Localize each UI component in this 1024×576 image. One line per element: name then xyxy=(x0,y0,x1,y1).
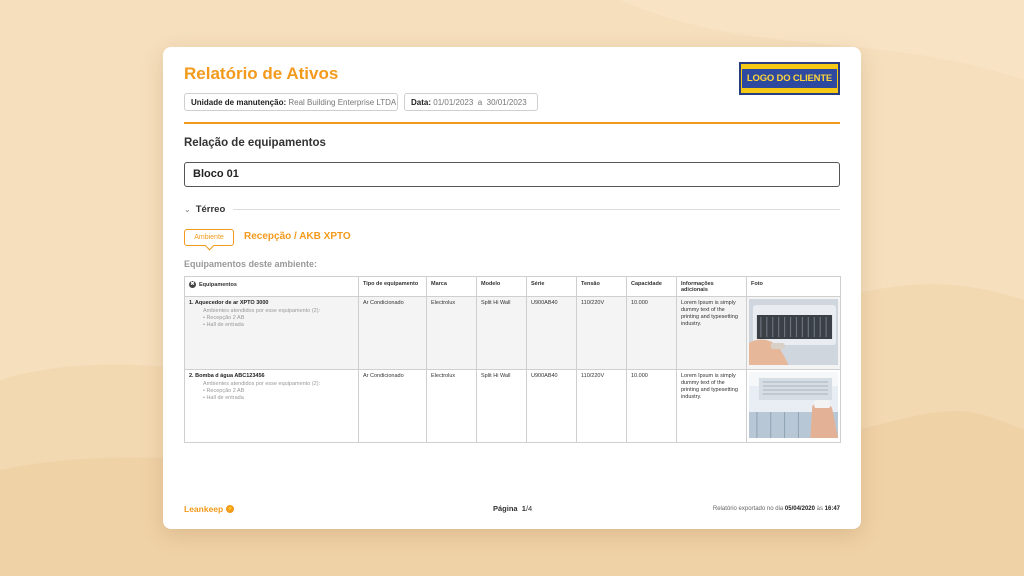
table-header-row xyxy=(185,277,841,297)
maintenance-unit-label: Unidade de manutenção: xyxy=(191,98,287,107)
equipment-cell xyxy=(185,297,359,370)
served-label: Ambientes atendidos por esse equipamento (2): xyxy=(203,381,321,387)
export-date: 05/04/2020 xyxy=(784,506,815,512)
brand-name: Leankeep xyxy=(184,504,224,514)
ambient-name: Recepção / AKB XPTO xyxy=(244,231,351,242)
column-header: Foto xyxy=(747,277,841,297)
ac-outdoor-unit-photo xyxy=(749,372,838,438)
column-header: Informações adicionais xyxy=(677,277,747,297)
info-cell: Lorem Ipsum is simply dummy text of the printing and typesetting industry. xyxy=(677,297,747,370)
column-header: Série xyxy=(527,277,577,297)
equipment-table xyxy=(184,276,841,443)
date-range-field xyxy=(404,93,538,111)
chevron-down-icon[interactable]: ⌄ xyxy=(184,204,191,214)
export-info xyxy=(713,506,840,512)
type-cell: Ar Condicionado xyxy=(359,370,427,443)
maintenance-unit-value: Real Building Enterprise LTDA xyxy=(288,98,397,107)
client-logo-text: LOGO DO CLIENTE xyxy=(742,69,837,88)
equipment-cell xyxy=(185,370,359,443)
floor-label: Térreo xyxy=(195,203,226,215)
page-label: Página xyxy=(493,504,518,513)
brand-cell: Electrolux xyxy=(427,370,477,443)
date-range-value: 01/01/2023 a 30/01/2023 xyxy=(433,98,527,107)
column-header: Tipo de equipamento xyxy=(359,277,427,297)
equipment-name: 1. Aquecedor de ar XPTO 3000 xyxy=(189,300,269,306)
export-mid: às xyxy=(816,506,823,512)
date-label: Data: xyxy=(411,98,432,107)
column-header: ✖ Equipamentos xyxy=(185,277,359,297)
header-divider xyxy=(184,122,840,124)
voltage-cell: 110/220V xyxy=(577,297,627,370)
column-header: Tensão xyxy=(577,277,627,297)
photo-cell xyxy=(747,297,841,370)
floor-divider xyxy=(233,209,840,210)
brand-badge-icon: ⚡ xyxy=(227,506,234,512)
table-row xyxy=(185,370,841,443)
type-cell: Ar Condicionado xyxy=(359,297,427,370)
served-item: • Hall de entrada xyxy=(203,322,244,328)
ambient-tag: Ambiente xyxy=(184,229,234,246)
capacity-cell: 10.000 xyxy=(627,370,677,443)
block-header: Bloco 01 xyxy=(184,162,840,187)
brand-cell: Electrolux xyxy=(427,297,477,370)
tools-icon: ✖ xyxy=(190,281,195,287)
section-heading: Relação de equipamentos xyxy=(184,137,326,149)
column-header: Capacidade xyxy=(627,277,677,297)
table-row xyxy=(185,297,841,370)
equipment-name: 2. Bomba d água ABC123456 xyxy=(189,373,265,379)
page-current: 1 xyxy=(521,504,526,513)
export-time: 16:47 xyxy=(824,506,840,512)
serial-cell: U900AB40 xyxy=(527,370,577,443)
capacity-cell: 10.000 xyxy=(627,297,677,370)
leankeep-logo xyxy=(184,504,234,514)
equipment-heading: Equipamentos deste ambiente: xyxy=(184,259,318,269)
page-indicator xyxy=(493,504,532,513)
serial-cell: U900AB40 xyxy=(527,297,577,370)
maintenance-unit-field xyxy=(184,93,398,111)
served-item: • Hall de entrada xyxy=(203,395,244,401)
ac-unit-hand-photo xyxy=(749,299,838,365)
voltage-cell: 110/220V xyxy=(577,370,627,443)
export-prefix: Relatório exportado no dia xyxy=(712,506,784,512)
page-total: /4 xyxy=(525,504,533,513)
served-label: Ambientes atendidos por esse equipamento (2): xyxy=(203,308,321,314)
served-item: • Recepção 2 AB xyxy=(203,315,245,321)
report-title: Relatório de Ativos xyxy=(184,64,339,83)
column-header: Marca xyxy=(427,277,477,297)
photo-cell xyxy=(747,370,841,443)
model-cell: Split Hi Wall xyxy=(477,370,527,443)
served-item: • Recepção 2 AB xyxy=(203,388,245,394)
floor-row[interactable] xyxy=(184,203,840,215)
model-cell: Split Hi Wall xyxy=(477,297,527,370)
report-sheet xyxy=(163,47,861,529)
column-header: Modelo xyxy=(477,277,527,297)
client-logo xyxy=(739,62,840,95)
info-cell: Lorem Ipsum is simply dummy text of the printing and typesetting industry. xyxy=(677,370,747,443)
